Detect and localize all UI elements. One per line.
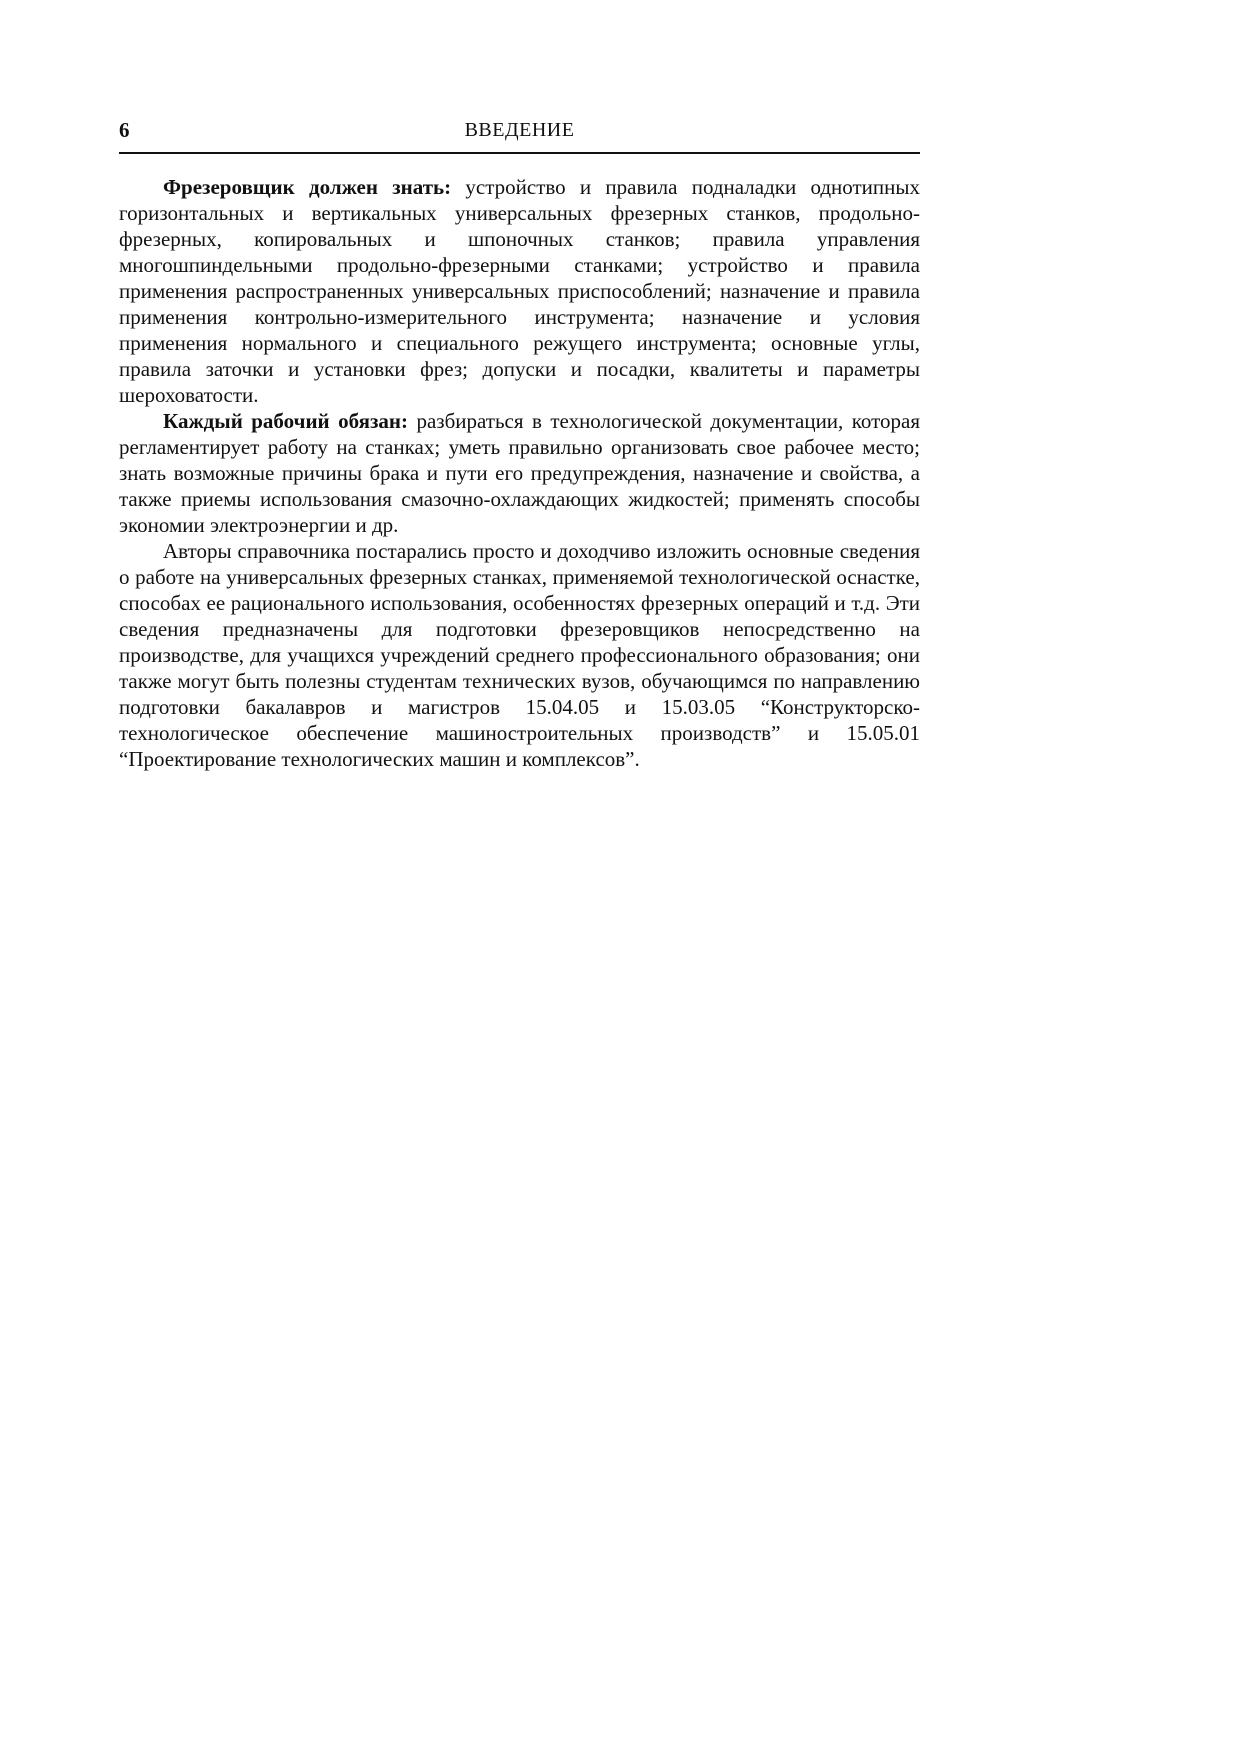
paragraph-body: Авторы справочника постарались просто и доходчиво изложить основные сведения о работе на универсальных фрезерных станках, применяемой технологической оснастке, способах ее рационального использования, особенностях фрезерных операций и т.д. Эти сведения предназначены для подготовки фрезеровщиков непосредственно на производстве, для учащихся учреждений среднего профессионального образования; они также могут быть полезны студентам технических вузов, обучающимся по направлению подготовки бакалавров и магистров 15.04.05 и 15.03.05 “Конструкторско-технологическое обеспечение машиностроительных производств” и 15.05.01 “Проектирование технологических машин и комплексов”. xyxy=(119,539,920,771)
paragraph-lead: Каждый рабочий обязан: xyxy=(163,409,408,433)
page-number: 6 xyxy=(119,118,130,142)
paragraph-milling-operator-knowledge xyxy=(119,174,920,408)
body-text xyxy=(119,174,920,772)
paragraph-lead: Фрезеровщик должен знать: xyxy=(163,175,452,199)
running-header xyxy=(119,118,920,154)
paragraph-worker-obligations xyxy=(119,408,920,538)
paragraph-body: разбираться в технологической документации, которая регламентирует работу на станках; уметь правильно организовать свое рабочее место; знать возможные причины брака и пути его предупреждения, назначение и свойства, а также приемы использования смазочно-охлаждающих жидкостей; применять способы экономии электроэнергии и др. xyxy=(119,409,920,537)
paragraph-authors-purpose xyxy=(119,538,920,772)
paragraph-body: устройство и правила подналадки однотипных горизонтальных и вертикальных универсальных фрезерных станков, продольно-фрезерных, копировальных и шпоночных станков; правила управления многошпиндельными продольно-фрезерными станками; устройство и правила применения распространенных универсальных приспособлений; назначение и правила применения контрольно-измерительного инструмента; назначение и условия применения нормального и специального режущего инструмента; основные углы, правила заточки и установки фрез; допуски и посадки, квалитеты и параметры шероховатости. xyxy=(119,175,920,407)
section-title: ВВЕДЕНИЕ xyxy=(464,119,575,141)
